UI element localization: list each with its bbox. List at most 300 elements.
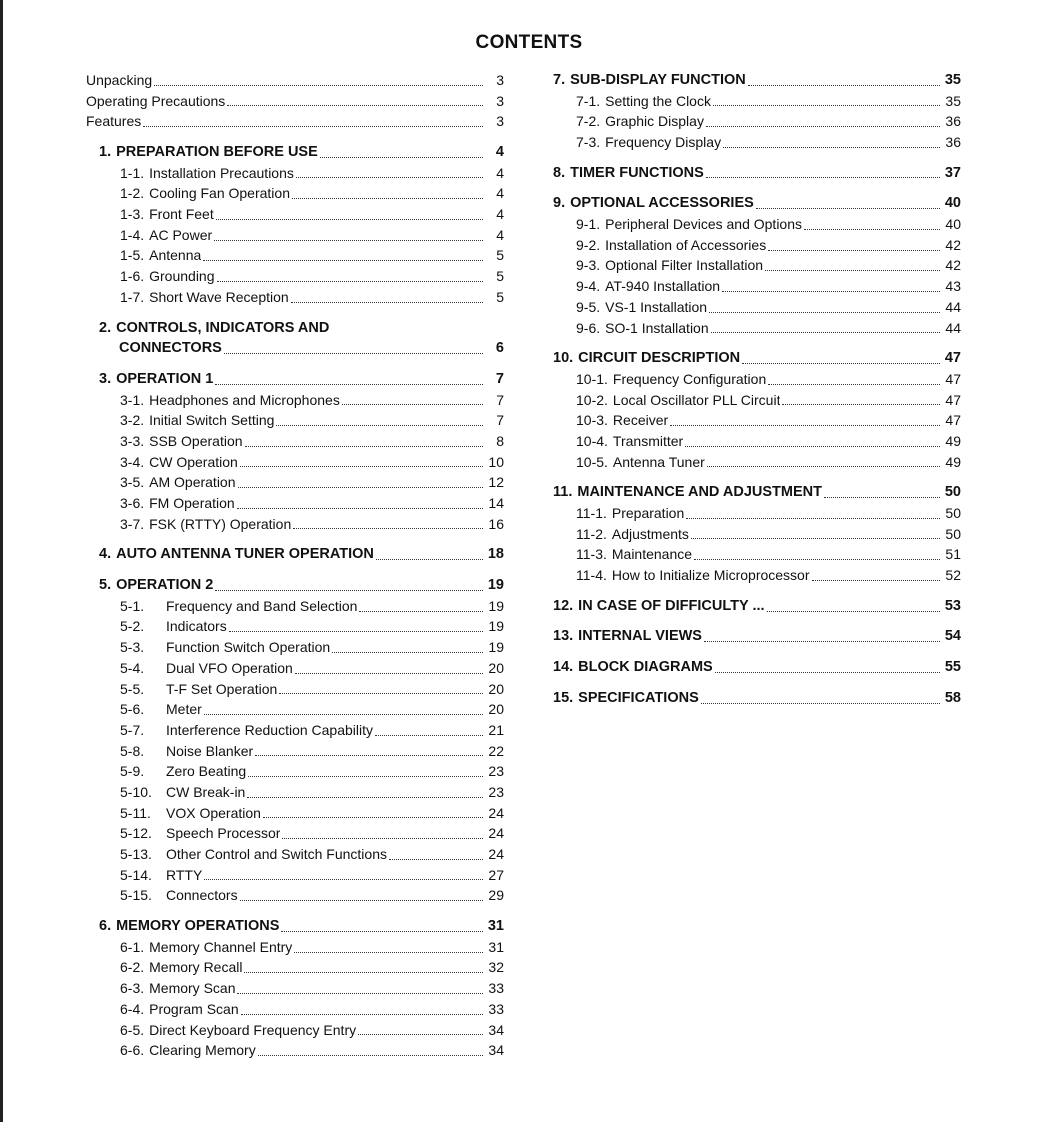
dot-leader	[282, 838, 483, 839]
toc-entry[interactable]	[86, 596, 504, 617]
toc-entry-page: 44	[945, 319, 961, 336]
toc-entry-number: 9.	[553, 195, 566, 212]
toc-entry-page: 20	[488, 659, 504, 676]
toc-entry-title: Function Switch Operation	[166, 639, 331, 656]
toc-entry-page: 23	[488, 763, 504, 780]
dot-leader	[227, 105, 483, 106]
toc-entry-page: 14	[488, 495, 504, 512]
toc-entry-number: 6-1.	[120, 938, 145, 955]
toc-entry-title: AC Power	[149, 226, 213, 243]
dot-leader	[706, 177, 940, 178]
toc-entry[interactable]	[86, 266, 504, 287]
toc-entry-number: 9-6.	[576, 319, 601, 336]
toc-entry-title: SO-1 Installation	[605, 319, 709, 336]
toc-entry-number: 5-2.	[120, 618, 145, 635]
toc-entry[interactable]	[553, 163, 961, 184]
toc-entry-number: 2.	[99, 319, 112, 336]
toc-entry-number: 5-7.	[120, 721, 145, 738]
toc-entry-page: 51	[945, 546, 961, 563]
toc-entry-number: 10-5.	[576, 453, 608, 470]
toc-entry-page: 24	[488, 825, 504, 842]
toc-entry[interactable]	[553, 657, 961, 678]
toc-entry[interactable]	[86, 782, 504, 803]
toc-entry[interactable]	[553, 193, 961, 214]
dot-leader	[203, 260, 483, 261]
toc-entry[interactable]	[86, 699, 504, 720]
toc-entry-number: 3.	[99, 370, 112, 387]
dot-leader	[694, 559, 940, 560]
dot-leader	[215, 590, 483, 591]
dot-leader	[376, 559, 483, 560]
dot-leader	[742, 363, 940, 364]
toc-entry-number: 6-3.	[120, 980, 145, 997]
dot-leader	[281, 931, 483, 932]
toc-entry[interactable]	[553, 390, 961, 411]
dot-leader	[707, 466, 940, 467]
toc-entry-number: 11-2.	[576, 525, 607, 542]
dot-leader	[765, 270, 940, 271]
toc-entry-page: 35	[945, 92, 961, 109]
dot-leader	[292, 198, 483, 199]
toc-entry-page: 3	[496, 92, 504, 109]
toc-entry-number: 9-4.	[576, 278, 601, 295]
toc-entry[interactable]	[86, 142, 504, 163]
toc-entry-page: 4	[496, 185, 504, 202]
toc-entry[interactable]	[86, 225, 504, 246]
toc-entry-number: 12.	[553, 597, 574, 614]
dot-leader	[204, 714, 483, 715]
dot-leader	[359, 611, 483, 612]
dot-leader	[263, 817, 483, 818]
toc-entry[interactable]	[86, 658, 504, 679]
toc-entry-page: 40	[944, 195, 961, 212]
dot-leader	[711, 332, 940, 333]
dot-leader	[824, 497, 940, 498]
toc-entry-page: 54	[944, 628, 961, 645]
dot-leader	[320, 157, 483, 158]
toc-entry-number: 5-15.	[120, 887, 152, 904]
dot-leader	[291, 302, 483, 303]
toc-entry-page: 22	[488, 742, 504, 759]
dot-leader	[723, 147, 940, 148]
toc-entry-number: 11-3.	[576, 546, 607, 563]
toc-entry-number: 11-1.	[576, 505, 607, 522]
toc-entry[interactable]	[553, 348, 961, 369]
toc-entry-title: Short Wave Reception	[149, 288, 289, 305]
toc-entry-title: Direct Keyboard Frequency Entry	[149, 1021, 357, 1038]
dot-leader	[237, 508, 483, 509]
toc-entry-page: 36	[945, 113, 961, 130]
toc-entry-title: TIMER FUNCTIONS	[570, 164, 704, 181]
toc-entry-page: 8	[496, 432, 504, 449]
toc-entry-title: Memory Recall	[149, 959, 243, 976]
page-left-border	[0, 0, 3, 1122]
toc-entry-number: 15.	[553, 689, 574, 706]
toc-entry-page: 6	[495, 340, 504, 357]
toc-entry[interactable]	[553, 503, 961, 524]
toc-entry-number: 5-6.	[120, 701, 145, 718]
toc-entry-number: 1-4.	[120, 226, 145, 243]
toc-entry-page: 7	[495, 370, 504, 387]
dot-leader	[701, 703, 940, 704]
toc-entry[interactable]	[553, 524, 961, 545]
toc-entry-title: Installation of Accessories	[605, 236, 767, 253]
toc-entry-page: 32	[488, 959, 504, 976]
toc-entry-title: SSB Operation	[149, 432, 243, 449]
toc-entry[interactable]	[86, 410, 504, 431]
toc-entry-title: CIRCUIT DESCRIPTION	[578, 350, 741, 367]
toc-entry-title: IN CASE OF DIFFICULTY ...	[578, 597, 765, 614]
toc-entry-title: Frequency Configuration	[612, 370, 767, 387]
dot-leader	[215, 384, 483, 385]
toc-entry[interactable]	[86, 916, 504, 937]
dot-leader	[767, 611, 940, 612]
toc-entry[interactable]	[86, 287, 504, 308]
toc-entry-title: Maintenance	[611, 546, 693, 563]
toc-entry-number: 5-14.	[120, 866, 152, 883]
toc-entry-title: Noise Blanker	[166, 742, 254, 759]
toc-entry-page: 12	[488, 474, 504, 491]
toc-entry[interactable]	[86, 452, 504, 473]
toc-entry[interactable]	[86, 246, 504, 267]
toc-entry-title: Headphones and Microphones	[149, 391, 340, 408]
toc-entry[interactable]	[553, 276, 961, 297]
toc-entry-title: FSK (RTTY) Operation	[149, 515, 292, 532]
toc-entry[interactable]	[553, 452, 961, 473]
toc-entry-number: 5.	[99, 577, 112, 594]
dot-leader	[691, 538, 940, 539]
toc-entry-title: CONTROLS, INDICATORS AND	[116, 319, 330, 336]
toc-entry-title: Interference Reduction Capability	[166, 721, 374, 738]
toc-entry-page: 55	[944, 659, 961, 676]
toc-entry[interactable]	[553, 91, 961, 112]
toc-entry-title: Connectors	[166, 887, 238, 904]
toc-entry-page: 4	[496, 164, 504, 181]
toc-entry[interactable]	[86, 1040, 504, 1061]
toc-entry-number: 9-5.	[576, 298, 601, 315]
toc-entry[interactable]	[553, 369, 961, 390]
toc-entry-page: 34	[488, 1021, 504, 1038]
toc-entry-title: Operating Precautions	[86, 92, 226, 109]
toc-entry[interactable]	[86, 844, 504, 865]
toc-entry[interactable]	[86, 390, 504, 411]
toc-entry[interactable]	[553, 596, 961, 617]
toc-entry-page: 40	[945, 216, 961, 233]
toc-entry-page: 37	[944, 164, 961, 181]
toc-entry-title: Features	[86, 113, 142, 130]
toc-entry-title: Graphic Display	[605, 113, 704, 130]
dot-leader	[375, 735, 483, 736]
dot-leader	[238, 487, 484, 488]
dot-leader	[247, 797, 483, 798]
toc-entry-page: 50	[945, 525, 961, 542]
toc-entry-page: 5	[496, 268, 504, 285]
dot-leader	[245, 446, 483, 447]
toc-left-column	[86, 70, 504, 1061]
toc-entry-title: Unpacking	[86, 71, 153, 88]
dot-leader	[217, 281, 483, 282]
dot-leader	[276, 425, 483, 426]
toc-entry[interactable]	[553, 544, 961, 565]
toc-entry-title: Indicators	[166, 618, 227, 635]
toc-entry-title: Frequency and Band Selection	[166, 597, 358, 614]
toc-entry-number: 1-5.	[120, 247, 145, 264]
toc-entry-title: AM Operation	[149, 474, 236, 491]
toc-entry-title: OPERATION 1	[116, 370, 214, 387]
toc-entry-title: CONNECTORS	[119, 340, 222, 357]
dot-leader	[241, 1014, 483, 1015]
toc-entry[interactable]	[86, 111, 504, 132]
dot-leader	[722, 291, 940, 292]
toc-entry-title: Installation Precautions	[149, 164, 294, 181]
toc-entry-title: Setting the Clock	[605, 92, 711, 109]
toc-entry-page: 19	[488, 597, 504, 614]
dot-leader	[214, 240, 483, 241]
toc-entry-page: 50	[944, 484, 961, 501]
dot-leader	[756, 208, 940, 209]
dot-leader	[240, 466, 483, 467]
toc-entry[interactable]	[86, 493, 504, 514]
toc-entry-number: 5-11.	[120, 804, 151, 821]
toc-entry-number: 6.	[99, 918, 112, 935]
toc-entry-title: INTERNAL VIEWS	[578, 628, 702, 645]
page-title: CONTENTS	[475, 32, 583, 53]
toc-entry-number: 3-3.	[120, 432, 145, 449]
toc-entry[interactable]	[553, 565, 961, 586]
toc-entry[interactable]	[86, 431, 504, 452]
toc-entry[interactable]	[86, 741, 504, 762]
toc-entry[interactable]	[86, 91, 504, 112]
toc-entry[interactable]	[553, 410, 961, 431]
toc-entry-number: 5-10.	[120, 783, 152, 800]
toc-entry-title: Program Scan	[149, 1000, 239, 1017]
toc-entry[interactable]	[553, 111, 961, 132]
toc-entry-number: 5-12.	[120, 825, 152, 842]
toc-entry-title: OPTIONAL ACCESSORIES	[570, 195, 754, 212]
toc-entry[interactable]	[86, 163, 504, 184]
toc-entry-page: 19	[488, 639, 504, 656]
toc-entry[interactable]	[86, 544, 504, 565]
toc-entry[interactable]	[86, 958, 504, 979]
toc-entry-title: Optional Filter Installation	[605, 257, 764, 274]
toc-entry-page: 47	[945, 370, 961, 387]
toc-entry[interactable]	[86, 885, 504, 906]
toc-entry[interactable]	[86, 679, 504, 700]
toc-right-column	[553, 70, 961, 709]
toc-entry-page: 50	[945, 505, 961, 522]
dot-leader	[812, 580, 941, 581]
dot-leader	[237, 993, 483, 994]
toc-entry-page: 49	[945, 432, 961, 449]
toc-entry-page: 20	[488, 680, 504, 697]
toc-entry-page: 31	[487, 918, 504, 935]
dot-leader	[342, 404, 483, 405]
toc-entry-page: 49	[945, 453, 961, 470]
toc-entry-page: 5	[496, 247, 504, 264]
dot-leader	[389, 859, 483, 860]
toc-entry[interactable]	[86, 318, 504, 339]
toc-entry-title: SUB-DISPLAY FUNCTION	[570, 71, 746, 88]
dot-leader	[358, 1034, 483, 1035]
toc-entry-number: 7.	[553, 71, 566, 88]
toc-entry-page: 7	[496, 391, 504, 408]
toc-entry-number: 5-3.	[120, 639, 145, 656]
toc-entry[interactable]	[553, 214, 961, 235]
toc-entry-number: 3-5.	[120, 474, 145, 491]
toc-entry-number: 7-2.	[576, 113, 601, 130]
dot-leader	[709, 312, 940, 313]
toc-entry-title: Grounding	[149, 268, 215, 285]
toc-entry-number: 3-2.	[120, 412, 145, 429]
toc-entry-title: FM Operation	[149, 495, 235, 512]
dot-leader	[248, 776, 483, 777]
dot-leader	[296, 177, 483, 178]
toc-entry[interactable]	[86, 865, 504, 886]
toc-entry-number: 1-6.	[120, 268, 145, 285]
toc-entry[interactable]	[86, 761, 504, 782]
toc-entry-number: 1-1.	[120, 164, 145, 181]
toc-entry-number: 9-3.	[576, 257, 601, 274]
toc-entry-title: Memory Channel Entry	[149, 938, 293, 955]
dot-leader	[782, 404, 940, 405]
dot-leader	[244, 972, 483, 973]
toc-entry-page: 47	[945, 412, 961, 429]
toc-entry-page: 27	[488, 866, 504, 883]
toc-entry-page: 19	[487, 577, 504, 594]
toc-entry-title: VS-1 Installation	[605, 298, 708, 315]
dot-leader	[258, 1055, 483, 1056]
toc-entry-title: AUTO ANTENNA TUNER OPERATION	[116, 546, 374, 563]
dot-leader	[204, 879, 483, 880]
toc-entry[interactable]	[86, 369, 504, 390]
toc-entry-page: 47	[944, 350, 961, 367]
toc-entry-number: 3-1.	[120, 391, 145, 408]
toc-entry[interactable]	[553, 318, 961, 339]
toc-entry-title: MEMORY OPERATIONS	[116, 918, 280, 935]
toc-entry-page: 4	[496, 206, 504, 223]
toc-entry-title: Adjustments	[611, 525, 689, 542]
toc-entry-title: MAINTENANCE AND ADJUSTMENT	[577, 484, 822, 501]
dot-leader	[229, 631, 483, 632]
toc-entry-page: 5	[496, 288, 504, 305]
dot-leader	[279, 693, 483, 694]
dot-leader	[706, 126, 940, 127]
toc-entry-title: Other Control and Switch Functions	[166, 846, 387, 863]
toc-entry[interactable]	[86, 514, 504, 535]
toc-entry[interactable]	[553, 256, 961, 277]
toc-entry-page: 42	[945, 236, 961, 253]
toc-entry[interactable]	[86, 70, 504, 91]
toc-entry-page: 33	[488, 1000, 504, 1017]
toc-entry-page: 20	[488, 701, 504, 718]
toc-entry-title: Local Oscillator PLL Circuit	[612, 391, 781, 408]
toc-entry-page: 58	[944, 689, 961, 706]
toc-entry-page: 52	[945, 567, 961, 584]
toc-entry-title: Antenna Tuner	[612, 453, 705, 470]
toc-entry[interactable]	[86, 637, 504, 658]
toc-entry-title: OPERATION 2	[116, 577, 214, 594]
toc-entry[interactable]	[86, 575, 504, 596]
toc-entry-title: Transmitter	[612, 432, 684, 449]
toc-entry-page: 35	[944, 71, 961, 88]
toc-entry-number: 10-2.	[576, 391, 608, 408]
toc-entry[interactable]	[86, 183, 504, 204]
toc-entry-page: 36	[945, 134, 961, 151]
toc-entry-number: 1-3.	[120, 206, 145, 223]
toc-entry-page: 29	[488, 887, 504, 904]
toc-entry-page: 3	[496, 113, 504, 130]
toc-entry-title: Memory Scan	[149, 980, 236, 997]
dot-leader	[295, 673, 483, 674]
toc-entry[interactable]	[553, 70, 961, 91]
toc-entry[interactable]	[86, 720, 504, 741]
toc-entry-title: Peripheral Devices and Options	[605, 216, 803, 233]
toc-entry[interactable]	[86, 204, 504, 225]
toc-entry-number: 6-4.	[120, 1000, 145, 1017]
toc-entry[interactable]	[86, 1020, 504, 1041]
toc-entry-page: 31	[488, 938, 504, 955]
toc-entry[interactable]	[553, 688, 961, 709]
toc-entry[interactable]	[553, 482, 961, 503]
toc-entry-title: SPECIFICATIONS	[578, 689, 699, 706]
dot-leader	[255, 755, 483, 756]
toc-entry[interactable]	[86, 338, 504, 359]
toc-entry[interactable]	[553, 627, 961, 648]
toc-entry-number: 5-8.	[120, 742, 145, 759]
toc-entry-number: 6-5.	[120, 1021, 145, 1038]
toc-entry-title: Meter	[166, 701, 202, 718]
toc-entry[interactable]	[86, 617, 504, 638]
toc-entry-page: 33	[488, 980, 504, 997]
toc-entry-number: 14.	[553, 659, 574, 676]
toc-entry[interactable]	[553, 297, 961, 318]
toc-entry-title: Antenna	[149, 247, 202, 264]
dot-leader	[804, 229, 940, 230]
toc-entry-title: Receiver	[612, 412, 669, 429]
toc-entry-title: Cooling Fan Operation	[149, 185, 290, 202]
toc-entry[interactable]	[86, 472, 504, 493]
toc-entry[interactable]	[86, 937, 504, 958]
toc-entry-number: 7-1.	[576, 92, 601, 109]
toc-entry-page: 10	[488, 453, 504, 470]
dot-leader	[713, 105, 940, 106]
toc-entry[interactable]	[86, 803, 504, 824]
toc-entry-number: 5-13.	[120, 846, 152, 863]
toc-entry-page: 7	[496, 412, 504, 429]
toc-entry-title: Front Feet	[149, 206, 214, 223]
toc-entry-number: 13.	[553, 628, 574, 645]
toc-entry-number: 6-6.	[120, 1042, 145, 1059]
toc-entry-title: Zero Beating	[166, 763, 247, 780]
toc-entry-number: 9-2.	[576, 236, 601, 253]
toc-entry-number: 10-4.	[576, 432, 608, 449]
toc-entry-number: 1-7.	[120, 288, 145, 305]
toc-entry[interactable]	[553, 235, 961, 256]
toc-entry-number: 10.	[553, 350, 574, 367]
toc-entry-title: VOX Operation	[166, 804, 261, 821]
toc-entry-title: T-F Set Operation	[166, 680, 278, 697]
dot-leader	[686, 518, 940, 519]
toc-entry[interactable]	[86, 978, 504, 999]
toc-entry-number: 11.	[553, 484, 573, 501]
dot-leader	[768, 250, 940, 251]
toc-entry[interactable]	[86, 999, 504, 1020]
dot-leader	[670, 425, 940, 426]
dot-leader	[332, 652, 483, 653]
toc-entry[interactable]	[553, 132, 961, 153]
toc-entry[interactable]	[86, 823, 504, 844]
toc-entry[interactable]	[553, 431, 961, 452]
